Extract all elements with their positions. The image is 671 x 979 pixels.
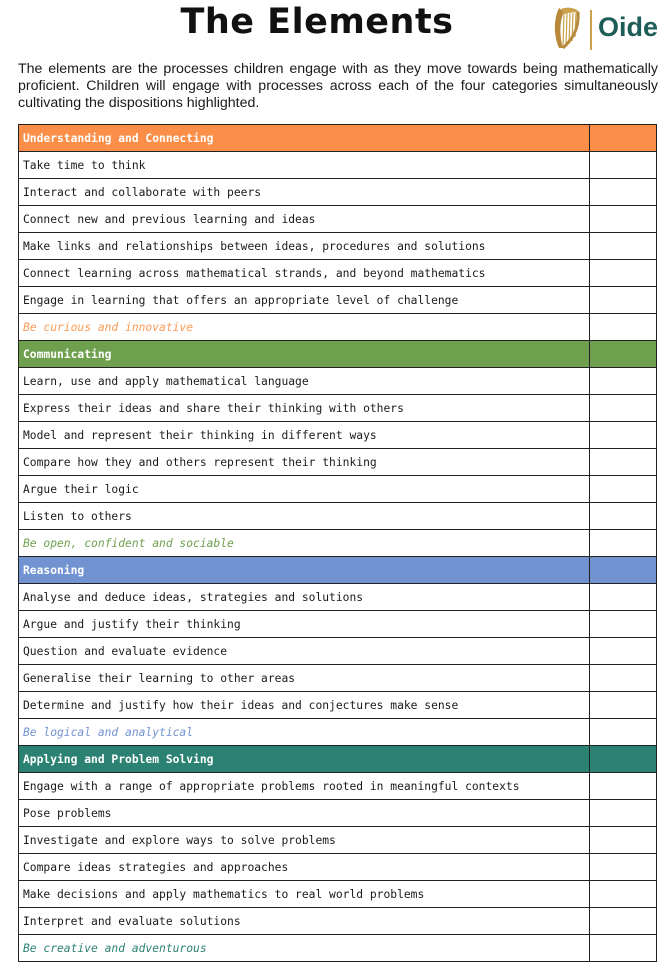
element-label: Listen to others (19, 503, 590, 530)
element-row (19, 638, 657, 665)
section-header-row (19, 557, 657, 584)
checkbox-cell[interactable] (590, 152, 657, 179)
checkbox-cell[interactable] (590, 611, 657, 638)
element-label: Connect new and previous learning and ideas (19, 206, 590, 233)
element-row (19, 179, 657, 206)
element-row (19, 206, 657, 233)
checkbox-cell[interactable] (590, 395, 657, 422)
checkbox-cell[interactable] (590, 260, 657, 287)
checkbox-cell[interactable] (590, 530, 657, 557)
checkbox-cell[interactable] (590, 908, 657, 935)
section-header-row (19, 341, 657, 368)
disposition-label: Be creative and adventurous (19, 935, 590, 962)
checkbox-cell[interactable] (590, 935, 657, 962)
element-label: Engage in learning that offers an appropriate level of challenge (19, 287, 590, 314)
element-row (19, 233, 657, 260)
element-label: Take time to think (19, 152, 590, 179)
element-label: Make decisions and apply mathematics to real world problems (19, 881, 590, 908)
checkbox-cell[interactable] (590, 800, 657, 827)
checkbox-cell[interactable] (590, 449, 657, 476)
element-label: Pose problems (19, 800, 590, 827)
element-row (19, 503, 657, 530)
checkbox-cell[interactable] (590, 638, 657, 665)
element-label: Learn, use and apply mathematical language (19, 368, 590, 395)
checkbox-cell[interactable] (590, 287, 657, 314)
element-row (19, 260, 657, 287)
element-label: Compare how they and others represent their thinking (19, 449, 590, 476)
element-row (19, 800, 657, 827)
element-row (19, 449, 657, 476)
checkbox-cell[interactable] (590, 665, 657, 692)
element-label: Model and represent their thinking in different ways (19, 422, 590, 449)
checkbox-cell[interactable] (590, 854, 657, 881)
element-row (19, 854, 657, 881)
harp-icon (550, 4, 584, 52)
checkbox-cell[interactable] (590, 881, 657, 908)
element-row (19, 881, 657, 908)
element-row (19, 827, 657, 854)
element-row (19, 152, 657, 179)
element-label: Express their ideas and share their thinking with others (19, 395, 590, 422)
section-heading: Communicating (19, 341, 590, 368)
disposition-row (19, 530, 657, 557)
page-title: The Elements (180, 2, 454, 42)
checkbox-cell[interactable] (590, 503, 657, 530)
element-label: Argue their logic (19, 476, 590, 503)
disposition-row (19, 719, 657, 746)
element-label: Determine and justify how their ideas and conjectures make sense (19, 692, 590, 719)
element-label: Interact and collaborate with peers (19, 179, 590, 206)
section-header-row (19, 746, 657, 773)
disposition-row (19, 935, 657, 962)
element-label: Analyse and deduce ideas, strategies and solutions (19, 584, 590, 611)
element-label: Make links and relationships between ideas, procedures and solutions (19, 233, 590, 260)
checkbox-cell[interactable] (590, 368, 657, 395)
checkbox-cell[interactable] (590, 692, 657, 719)
disposition-row (19, 314, 657, 341)
checkbox-cell[interactable] (590, 206, 657, 233)
element-row (19, 368, 657, 395)
logo-divider (590, 10, 592, 50)
element-label: Investigate and explore ways to solve problems (19, 827, 590, 854)
element-label: Connect learning across mathematical strands, and beyond mathematics (19, 260, 590, 287)
element-label: Compare ideas strategies and approaches (19, 854, 590, 881)
checkbox-cell (590, 746, 657, 773)
checkbox-cell[interactable] (590, 233, 657, 260)
disposition-label: Be curious and innovative (19, 314, 590, 341)
element-label: Argue and justify their thinking (19, 611, 590, 638)
element-row (19, 908, 657, 935)
checkbox-cell (590, 125, 657, 152)
elements-table (18, 124, 657, 962)
checkbox-cell[interactable] (590, 773, 657, 800)
element-row (19, 611, 657, 638)
element-row (19, 692, 657, 719)
checkbox-cell[interactable] (590, 422, 657, 449)
disposition-label: Be logical and analytical (19, 719, 590, 746)
section-heading: Applying and Problem Solving (19, 746, 590, 773)
element-row (19, 665, 657, 692)
element-label: Generalise their learning to other areas (19, 665, 590, 692)
element-label: Engage with a range of appropriate problems rooted in meaningful contexts (19, 773, 590, 800)
oide-logo (550, 4, 671, 52)
checkbox-cell[interactable] (590, 827, 657, 854)
element-row (19, 422, 657, 449)
checkbox-cell[interactable] (590, 584, 657, 611)
element-row (19, 395, 657, 422)
checkbox-cell (590, 557, 657, 584)
checkbox-cell[interactable] (590, 314, 657, 341)
disposition-label: Be open, confident and sociable (19, 530, 590, 557)
checkbox-cell[interactable] (590, 719, 657, 746)
section-heading: Reasoning (19, 557, 590, 584)
intro-paragraph: The elements are the processes children engage with as they move towards being mathematically proficient. Children will engage with processes across each of the four categories simultaneously cultivating the dispositions highlighted. (18, 61, 658, 111)
element-label: Interpret and evaluate solutions (19, 908, 590, 935)
checkbox-cell[interactable] (590, 179, 657, 206)
page-header (0, 0, 671, 56)
element-row (19, 287, 657, 314)
element-row (19, 773, 657, 800)
element-row (19, 584, 657, 611)
element-label: Question and evaluate evidence (19, 638, 590, 665)
checkbox-cell[interactable] (590, 476, 657, 503)
section-header-row (19, 125, 657, 152)
element-row (19, 476, 657, 503)
checkbox-cell (590, 341, 657, 368)
section-heading: Understanding and Connecting (19, 125, 590, 152)
logo-wordmark: Oide (598, 12, 659, 42)
